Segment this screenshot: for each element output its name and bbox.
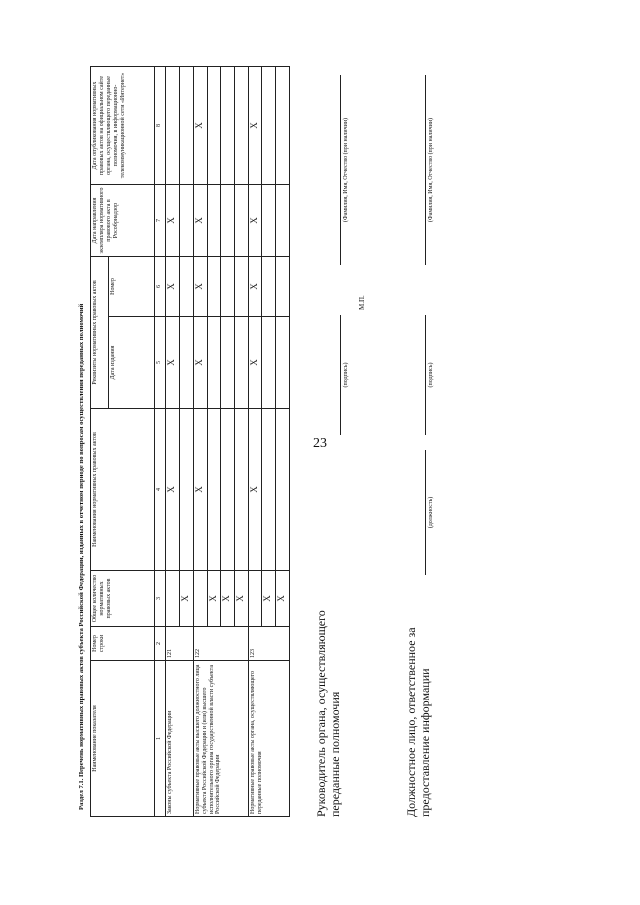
x-mark: X	[180, 571, 194, 627]
x-mark: X	[193, 257, 207, 317]
header-act-names: Наименования нормативных правовых актов	[91, 409, 155, 571]
seal-mark: М.П.	[358, 295, 366, 310]
row-indicator-name: Нормативные правовые акты высшего должностного лица субъекта Российской Федерации и (или) высшего исполнительного органа государственной власти субъекта Российской Федерации	[193, 661, 248, 817]
header-indicator: Наименование показателя	[91, 661, 155, 817]
x-mark: X	[276, 571, 290, 627]
header-issue-date: Дата издания	[109, 317, 155, 409]
x-mark: X	[248, 185, 262, 257]
x-mark: X	[248, 257, 262, 317]
official-name-caption: (Фамилия, Имя, Отчество (при наличии)	[428, 117, 434, 223]
x-mark: X	[166, 185, 180, 257]
column-number: 3	[155, 571, 166, 627]
x-mark: X	[193, 317, 207, 409]
column-number: 5	[155, 317, 166, 409]
official-signatory-title: Должностное лицо, ответственное за предоставление информации	[404, 627, 432, 817]
acts-table	[90, 66, 290, 817]
header-row-number: Номер строки	[91, 627, 155, 661]
column-number: 8	[155, 67, 166, 185]
column-number: 2	[155, 627, 166, 661]
x-mark: X	[166, 409, 180, 571]
header-number: Номер	[109, 257, 155, 317]
x-mark: X	[234, 571, 248, 627]
table-row	[193, 67, 207, 817]
row-code: 121	[166, 627, 193, 661]
column-number: 1	[155, 661, 166, 817]
table-row	[248, 67, 262, 817]
x-mark: X	[248, 317, 262, 409]
column-numbers-row	[155, 67, 166, 817]
page-number: 23	[313, 436, 327, 451]
official-signature-line	[425, 315, 426, 435]
x-mark: X	[193, 67, 207, 185]
row-code: 123	[248, 627, 289, 661]
column-number: 7	[155, 185, 166, 257]
column-number: 6	[155, 257, 166, 317]
official-signature-caption: (подпись)	[428, 362, 434, 388]
header-requisites: Реквизиты нормативных правовых актов	[91, 257, 109, 409]
header-published-date: Дата опубликования нормативных правовых актов на официальном сайте органа, осуществляющего переданные полномочия, в информационно-телекоммуникационной сети «Интернет»	[91, 67, 155, 185]
x-mark: X	[248, 67, 262, 185]
head-signature-line	[340, 315, 341, 435]
section-title: Раздел 7.1. Перечень нормативных правовых актов субъекта Российской Федерации, изданных в отчетном периоде по вопросам осуществления переданных полномочий	[78, 303, 85, 810]
x-mark: X	[262, 571, 276, 627]
row-indicator-name: Нормативные правовые акты органа, осуществляющего переданные полномочия	[248, 661, 289, 817]
row-code: 122	[193, 627, 248, 661]
x-mark: X	[248, 409, 262, 571]
table-row	[166, 67, 180, 817]
official-position-line	[425, 450, 426, 575]
x-mark: X	[221, 571, 235, 627]
x-mark: X	[207, 571, 221, 627]
x-mark: X	[166, 317, 180, 409]
x-mark: X	[193, 185, 207, 257]
head-name-caption: (Фамилия, Имя, Отчество (при наличии)	[343, 117, 349, 223]
column-number: 4	[155, 409, 166, 571]
official-position-caption: (должность)	[428, 496, 434, 529]
x-mark: X	[193, 409, 207, 571]
x-mark: X	[166, 257, 180, 317]
head-signature-caption: (подпись)	[343, 362, 349, 388]
head-name-line	[340, 75, 341, 265]
official-name-line	[425, 75, 426, 265]
header-sent-date: Дата направления экземпляра нормативного правового акта в Рособрнадзор	[91, 185, 155, 257]
header-total-count: Общее количество нормативных правовых актов	[91, 571, 155, 627]
row-indicator-name: Законы субъекта Российской Федерации	[166, 661, 193, 817]
head-signatory-title: Руководитель органа, осуществляющего переданные полномочия	[314, 610, 342, 817]
